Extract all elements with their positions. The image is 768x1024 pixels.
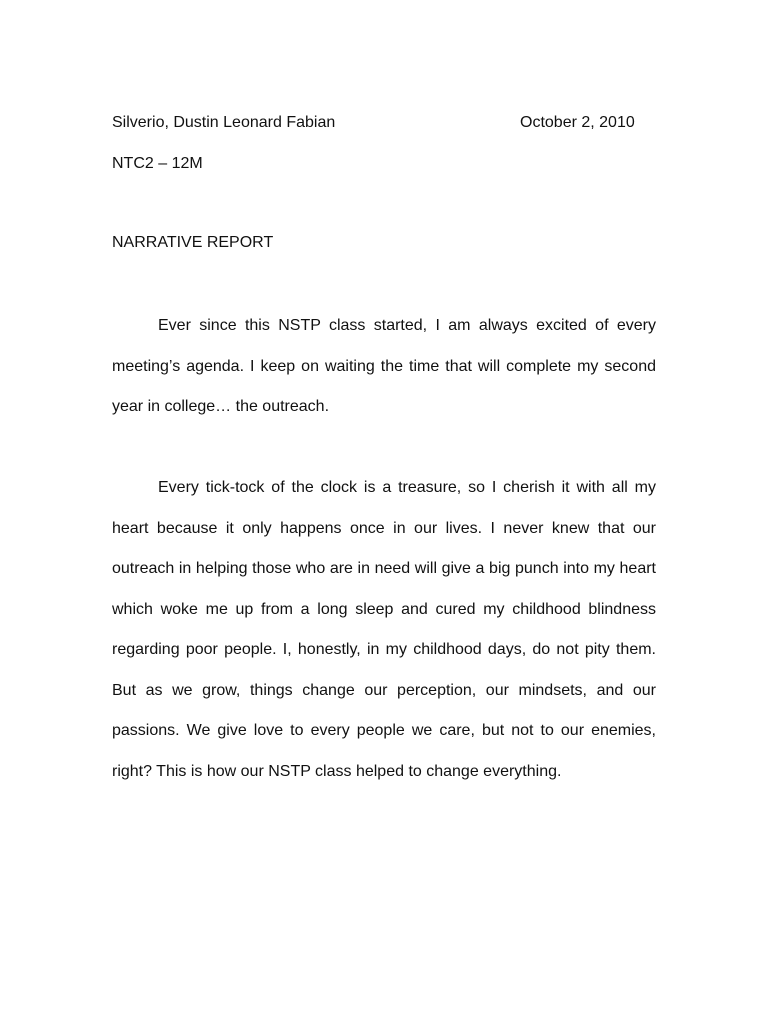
class-section: NTC2 – 12M	[112, 155, 203, 172]
document-title: NARRATIVE REPORT	[112, 234, 274, 251]
report-date: October 2, 2010	[520, 114, 635, 131]
author-name: Silverio, Dustin Leonard Fabian	[112, 114, 336, 131]
paragraph-2: Every tick-tock of the clock is a treasure, so I cherish it with all my heart because it only happens once in our lives. I never knew that our outreach in helping those who are in need will give a big punch into my heart which woke me up from a long sleep and cured my childhood blindness regarding poor people. I, honestly, in my childhood days, do not pity them. But as we grow, things change our perception, our mindsets, and our passions. We give love to every people we care, but not to our enemies, right? This is how our NSTP class helped to change everything.	[112, 479, 656, 780]
paragraph-1: Ever since this NSTP class started, I am always excited of every meeting’s agenda. I keep on waiting the time that will complete my second year in college… the outreach.	[112, 317, 656, 415]
